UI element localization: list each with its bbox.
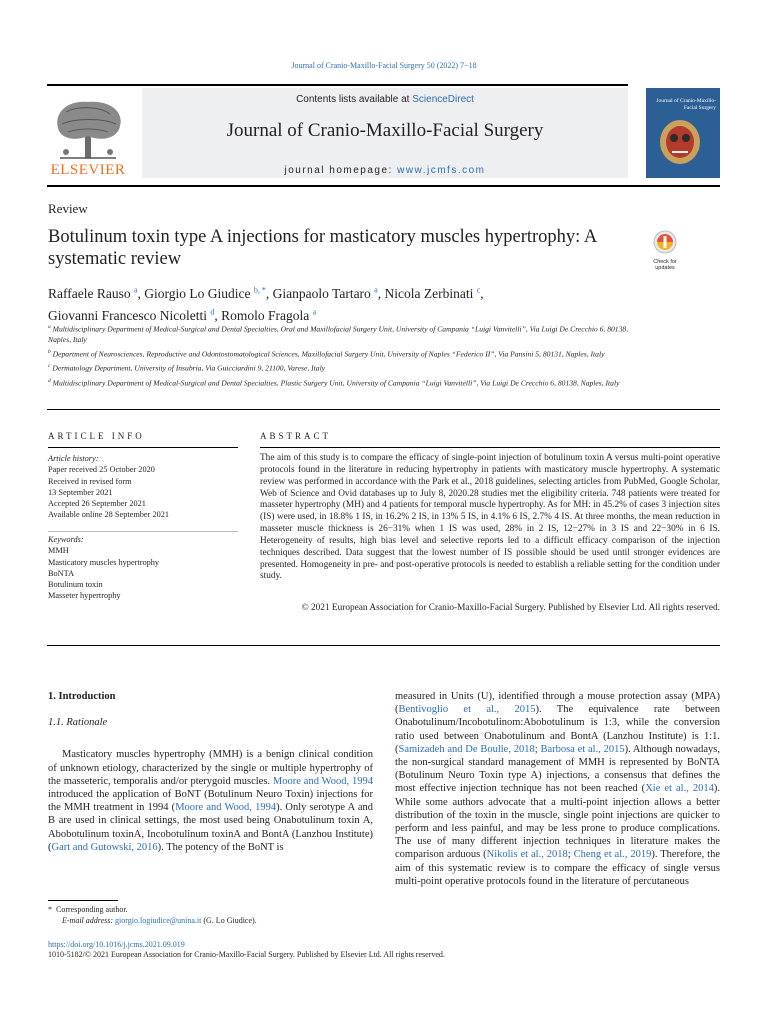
history-item: 13 September 2021 [48,487,113,497]
body-left-column [48,690,373,854]
author[interactable]: Nicola Zerbinati $^c$, [384,285,484,301]
keyword: MMH [48,546,69,556]
affiliation: $^a$ Multidisciplinary Department of Medical-Surgical and Dental Specialties, Oral and Maxillofacial Surgery Unit, University of Campania “Luigi Vanvitelli”, Via Luigi De Crecchio 6, 80138, Naples, Italy [48,324,629,345]
email-label: E-mail address: [62,916,116,925]
keyword: Masseter hypertrophy [48,591,121,601]
contents-availability [142,94,628,105]
journal-homepage [142,165,628,176]
keywords-rule [48,531,238,532]
intro-paragraph-continued [395,690,720,888]
paragraph-text: ). Only serotype A and B are used in clinical settings, the most used being Onabotulinum toxin A, Abobotulinum toxinA, Incobotulinum toxinA and BontA (Lanzhou Institute) ( [48,802,373,853]
affiliation: $^d$ Multidisciplinary Department of Medical-Surgical and Dental Specialties, Plastic Surgery Unit, University of Campania “Luigi Vanvitelli”, Via Luigi De Crecchio 6, 80138, Naples, Italy [48,377,620,388]
contents-prefix: Contents lists available at [296,94,413,105]
affiliation: $^c$ Dermatology Department, University of Insubria, Via Guicciardini 9, 21100, Varese, Italy [48,363,326,373]
history-item: Accepted 26 September 2021 [48,499,146,509]
author[interactable]: Raffaele Rauso $^a$, [48,285,145,301]
abstract-text: The aim of this study is to compare the efficacy of single-point injection of botulinum toxin A versus multi-point operative protocols found in the literature in reducing hypertrophy in patients with masticatory muscle hypertrophy. A systematic review was performed in accordance with the Park et al., 2018 guidelines, selecting articles from PubMed, Google Scholar, Web of Science and Ovid databases up to July 8, 2020.28 studies met the eligibility criteria. 748 patients were treated for masseter hypertrophy (MH) and 4 patients for temporal muscle hypertrophy. As for MH: in 45.2% of cases 3 injection sites (IS) were used, in 18.8% 1 IS, in 16.2% 2 IS, in 13% 5 IS, in 4.1% 6 IS, 2.7% 4 IS. At three months, the mean reduction in masseter muscle thickness is 26−31% when 1 IS was used, 28% in 2 IS, 12−27% in 3 IS and 22−30% in 6 IS. Heterogeneity of results, high bias level and selective reports led to a difficult efficacy comparison of the injection techniques described. Data suggest that the lowest number of IS possible should be used until stronger evidences are presented. Homogeneity in pre- and post-operative protocols is needed to establish a reliable setting for the condition under study. [260,453,720,582]
paragraph-text: ). While some authors advocate that a multi-point injection allows a better distribution of the toxin in the muscle, single point injections are quicker to perform and less painful, and may be less prone to produce complications. The use of many different injection techniques in literature makes the comparison arduous ( [395,783,720,861]
paragraph-text: ; [534,743,541,755]
homepage-prefix: journal homepage: [284,165,398,176]
keywords-label: Keywords: [48,535,84,544]
reference-link[interactable]: Gart and Gutowski, 2016 [51,841,158,853]
journal-title: Journal of Cranio-Maxillo-Facial Surgery [226,120,544,141]
author-list [48,280,608,325]
corresponding-author-footnote: * Corresponding author. E-mail address: giorgio.logiudice@unina.it (G. Lo Giudice). [48,905,257,925]
section-heading: 1. Introduction [48,691,116,702]
affiliation: $^b$ Department of Neurosciences, Reproductive and Odontostomatological Sciences, Maxillofacial Surgery Unit, University of Naples “Federico II”, Via Pansini 5, 80131, Naples, Italy [48,349,605,359]
article-title: Botulinum toxin type A injections for masticatory muscles hypertrophy: A systematic review [48,227,597,269]
journal-cover-thumbnail[interactable] [646,88,720,178]
article-history [48,453,248,521]
body-top-rule [47,645,720,646]
intro-paragraph [48,748,373,854]
reference-link[interactable]: Bentivoglio et al., 2015 [398,704,536,716]
body-right-column [395,690,720,888]
paragraph-text: introduced the application of BoNT (Botulinum Neuro Toxin) injections for the MMH treatment in 1994 ( [48,789,373,814]
header-bottom-rule [47,185,720,187]
header-top-rule [47,84,628,86]
publisher-name: ELSEVIER [50,162,126,178]
author[interactable]: Giorgio Lo Giudice $^{b, *}$, [144,285,273,301]
cover-title: Journal of Cranio-Maxillo-Facial Surgery [656,98,716,111]
article-info-top-rule [47,409,720,410]
abstract-heading: ABSTRACT [260,431,332,441]
journal-citation[interactable]: Journal of Cranio-Maxillo-Facial Surgery 50 (2022) 7−18 [291,61,477,70]
paragraph-text: measured in Units (U), identified through a mouse protection assay (MPA) ( [395,691,720,716]
paragraph-text: ). Although nowadays, the non-surgical standard management of MMH is represented by BoNTA (Botulinum Neuro Toxin type A) injections, a consensus that defines the most effective injection technique has not been reached ( [395,743,721,795]
corresponding-label: Corresponding author. [56,905,128,914]
paragraph-text: ). The potency of the BoNT is [157,841,284,853]
reference-link[interactable]: Samizadeh and De Boulle, 2018 [398,743,535,755]
article-type: Review [48,201,88,216]
paragraph-text: ; [567,849,574,861]
article-info-heading: ARTICLE INFO [48,431,145,441]
keyword: Botulinum toxin [48,580,103,590]
paragraph-text: ). Therefore, the aim of this systematic review is to compare the efficacy of single versus multi-point operative protocols found in the literature of percutaneous [395,849,721,887]
issn-copyright: 1010-5182/© 2021 European Association for Cranio-Maxillo-Facial Surgery. Published by Elsevier Ltd. All rights reserved. [48,950,445,959]
keyword: Masticatory muscles hypertrophy [48,557,160,567]
affiliations [48,322,638,390]
footnote-rule [48,900,118,901]
crossmark-icon [647,230,683,254]
reference-link[interactable]: Xie et al., 2014 [645,783,714,795]
check-for-updates-badge[interactable] [647,230,683,271]
author[interactable]: Giovanni Francesco Nicoletti $^d$, [48,307,222,323]
paragraph-text: ). The equivalence rate between Onabotulinum/Incobotulinom:Abobotulinum is 1:3, while the conversion ratio used between Onabotulinum and BontA (Lanzhou Institute) is 1:1. ( [395,704,720,755]
check-for-updates-label: Check for updates [653,259,677,271]
sciencedirect-link[interactable]: ScienceDirect [412,94,474,105]
paragraph-text: Masticatory muscles hypertrophy (MMH) is a benign clinical condition of unknown etiology, characterized by the single or multiple hypertrophy of the masseteric, temporalis and/or pterygoid muscles. [48,749,373,787]
history-item: Received in revised form [48,476,132,486]
reference-link[interactable]: Moore and Wood, 1994 [175,802,277,814]
elsevier-logo [46,92,130,178]
abstract-copyright: © 2021 European Association for Cranio-Maxillo-Facial Surgery. Published by Elsevier Ltd. All rights reserved. [301,603,720,613]
keywords [48,534,248,602]
abstract-rule [260,447,720,448]
history-item: Available online 28 September 2021 [48,510,170,520]
author[interactable]: Gianpaolo Tartaro $^a$, [272,285,385,301]
history-item: Paper received 25 October 2020 [48,465,155,475]
reference-link[interactable]: Nikolis et al., 2018 [486,849,568,861]
subsection-heading: 1.1. Rationale [48,717,108,729]
homepage-link[interactable]: www.jcmfs.com [397,165,486,176]
keyword: BoNTA [48,568,75,578]
author[interactable]: Romolo Fragola $^a$ [221,307,317,323]
doi-link[interactable]: https://doi.org/10.1016/j.jcms.2021.09.019 [48,940,185,949]
reference-link[interactable]: Barbosa et al., 2015 [540,743,625,755]
email-link[interactable]: giorgio.logiudice@unina.it [115,916,202,925]
article-info-rule [48,447,238,448]
reference-link[interactable]: Cheng et al., 2019 [573,849,652,861]
history-label: Article history: [48,454,99,463]
reference-link[interactable]: Moore and Wood, 1994 [272,775,373,787]
